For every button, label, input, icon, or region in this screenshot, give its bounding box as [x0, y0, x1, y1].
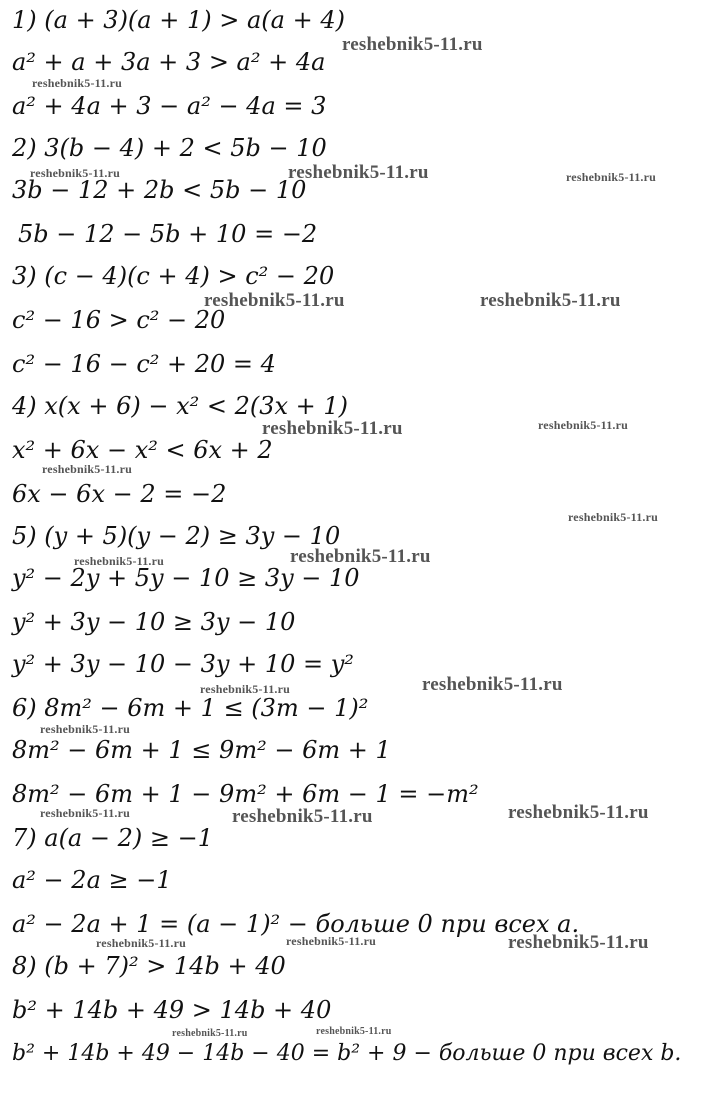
watermark: reshebnik5-11.ru [204, 290, 345, 311]
watermark: reshebnik5-11.ru [568, 510, 658, 524]
watermark: reshebnik5-11.ru [342, 34, 483, 55]
watermark: reshebnik5-11.ru [262, 418, 403, 439]
watermark: reshebnik5-11.ru [32, 76, 122, 90]
watermark: reshebnik5-11.ru [480, 290, 621, 311]
solution-line-17: 6) 8m² − 6m + 1 ≤ (3m − 1)² [12, 694, 369, 722]
watermark: reshebnik5-11.ru [232, 806, 373, 827]
solution-line-15: y² + 3y − 10 ≥ 3y − 10 [12, 608, 296, 636]
watermark: reshebnik5-11.ru [538, 418, 628, 432]
watermark: reshebnik5-11.ru [40, 806, 130, 820]
watermark: reshebnik5-11.ru [508, 932, 649, 953]
solution-line-13: 5) (y + 5)(y − 2) ≥ 3y − 10 [12, 522, 341, 550]
solution-line-9: c² − 16 − c² + 20 = 4 [12, 350, 276, 378]
watermark: reshebnik5-11.ru [316, 1026, 392, 1037]
watermark: reshebnik5-11.ru [200, 682, 290, 696]
solution-line-6: 5b − 12 − 5b + 10 = −2 [18, 220, 318, 248]
solution-line-19: 8m² − 6m + 1 − 9m² + 6m − 1 = −m² [12, 780, 479, 808]
watermark: reshebnik5-11.ru [286, 934, 376, 948]
solution-line-4: 2) 3(b − 4) + 2 < 5b − 10 [12, 134, 327, 162]
solution-line-7: 3) (c − 4)(c + 4) > c² − 20 [12, 262, 335, 290]
solution-line-2: a² + a + 3a + 3 > a² + 4a [12, 48, 326, 76]
watermark: reshebnik5-11.ru [40, 722, 130, 736]
watermark: reshebnik5-11.ru [30, 166, 120, 180]
solution-line-18: 8m² − 6m + 1 ≤ 9m² − 6m + 1 [12, 736, 391, 764]
solution-line-14: y² − 2y + 5y − 10 ≥ 3y − 10 [12, 564, 360, 592]
solution-line-12: 6x − 6x − 2 = −2 [12, 480, 227, 508]
watermark: reshebnik5-11.ru [288, 162, 429, 183]
solution-line-22: a² − 2a + 1 = (a − 1)² − больше 0 при всех a. [12, 910, 580, 938]
watermark: reshebnik5-11.ru [96, 936, 186, 950]
solution-line-16: y² + 3y − 10 − 3y + 10 = y² [12, 650, 354, 678]
solution-line-5: 3b − 12 + 2b < 5b − 10 [12, 176, 307, 204]
solution-line-21: a² − 2a ≥ −1 [12, 866, 172, 894]
watermark: reshebnik5-11.ru [42, 462, 132, 476]
solution-line-1: 1) (a + 3)(a + 1) > a(a + 4) [12, 6, 345, 34]
solution-line-8: c² − 16 > c² − 20 [12, 306, 226, 334]
solution-line-10: 4) x(x + 6) − x² < 2(3x + 1) [12, 392, 349, 420]
solution-line-3: a² + 4a + 3 − a² − 4a = 3 [12, 92, 327, 120]
watermark: reshebnik5-11.ru [290, 546, 431, 567]
solution-line-11: x² + 6x − x² < 6x + 2 [12, 436, 273, 464]
watermark: reshebnik5-11.ru [172, 1028, 248, 1039]
solution-line-23: 8) (b + 7)² > 14b + 40 [12, 952, 286, 980]
solution-line-25: b² + 14b + 49 − 14b − 40 = b² + 9 − больше 0 при всех b. [12, 1041, 682, 1066]
watermark: reshebnik5-11.ru [422, 674, 563, 695]
watermark: reshebnik5-11.ru [508, 802, 649, 823]
solution-line-20: 7) a(a − 2) ≥ −1 [12, 824, 213, 852]
watermark: reshebnik5-11.ru [566, 170, 656, 184]
watermark: reshebnik5-11.ru [74, 554, 164, 568]
solution-line-24: b² + 14b + 49 > 14b + 40 [12, 996, 332, 1024]
